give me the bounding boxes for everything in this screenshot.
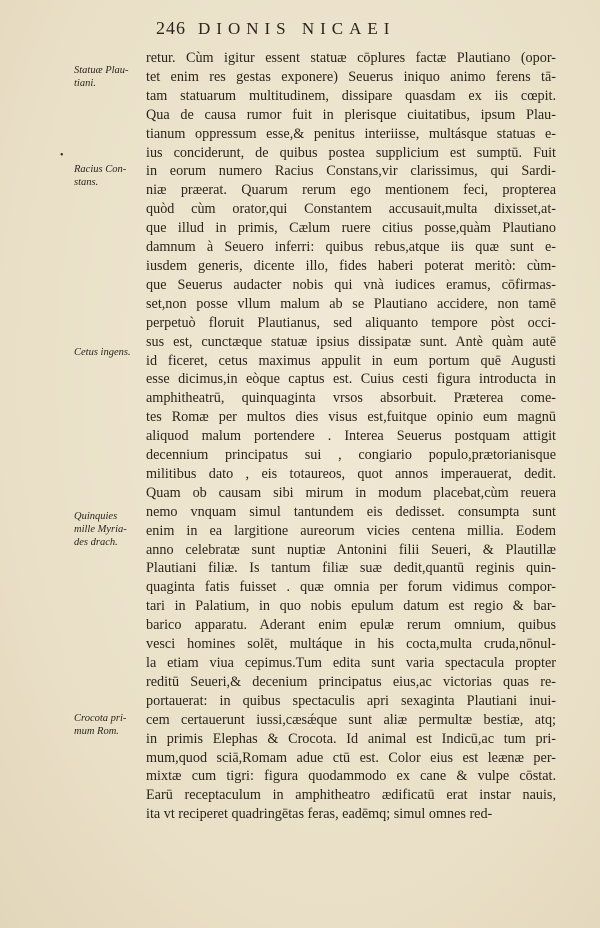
text-line: la etiam viua cepimus.Tum edita sunt varia spectacula propter bbox=[146, 655, 556, 671]
text-line: damnum à Seuero inferri: quibus rebus,atque iis quæ sunt e- bbox=[146, 239, 556, 256]
text-line: cem certauerunt iussi,cæsǽque sunt aliæ permultæ bestiæ, atq; bbox=[146, 711, 556, 728]
printer-mark-icon: • bbox=[60, 150, 64, 161]
text-line: tes Romæ per multos dies visus est,fuitque opinio eum magnū bbox=[146, 409, 556, 426]
margin-note-line: Crocota pri- bbox=[74, 713, 127, 724]
page-number: 246 bbox=[156, 18, 186, 38]
text-line: quaginta fatis fuisset . quæ omnia per forum vidimus compor- bbox=[146, 579, 556, 596]
text-line: amphitheatrū, quinquaginta vrsos absorbuit. Præterea come- bbox=[146, 390, 556, 407]
margin-note bbox=[74, 510, 144, 549]
margin-note-line: mille Myria- bbox=[74, 524, 127, 535]
text-line: sus est, cunctæque statuæ ipsius dissipatæ sunt. Antè quàm autē bbox=[146, 333, 556, 350]
text-line: perpetuò floruit Plautianus, sed aliquanto tempore pòst occi- bbox=[146, 314, 556, 331]
margin-note bbox=[74, 712, 144, 738]
margin-note-line: stans. bbox=[74, 177, 99, 188]
text-line: niæ præerat. Quarum rerum ego mentionem feci, propterea bbox=[146, 182, 556, 199]
text-line: in primis Elephas & Crocota. Id animal est Indicū,ac tum pri- bbox=[146, 730, 556, 747]
text-line: esse dicimus,in eòque captus est. Cuius cesti figura introducta in bbox=[146, 371, 556, 388]
text-line: militibus dato , eis totaureos, quot annos imperauerat, dedit. bbox=[146, 465, 556, 482]
margin-note bbox=[74, 163, 144, 189]
margin-note bbox=[74, 346, 144, 359]
text-line: Plautiani filiæ. Is tantum filiæ suæ dedit,quantū reginis quin- bbox=[146, 560, 556, 577]
text-line: tianum oppressum esse,& penitus interiisse, multásque statuas e- bbox=[146, 125, 556, 142]
margin-note-line: tiani. bbox=[74, 78, 96, 89]
margin-note bbox=[74, 64, 144, 90]
main-text-block bbox=[146, 49, 556, 824]
running-head: DIONIS NICAEI bbox=[198, 19, 396, 38]
text-line: ius conciderunt, de quibus postea supplicium est sumptū. Fuit bbox=[146, 144, 556, 161]
text-line: set,non posse vllum malum ab se Plautiano accidere, non tamē bbox=[146, 295, 556, 312]
text-line: tet enim res gestas exponere) Seuerus iniquo animo ferens tā- bbox=[146, 68, 556, 85]
margin-note-line: des drach. bbox=[74, 537, 118, 548]
text-line: Quam ob causam sibi mirum in modum placebat,cùm reuera bbox=[146, 484, 556, 501]
text-line: ita vt reciperet quadringētas feras, eadēmq; simul omnes red- bbox=[146, 806, 493, 823]
text-line: vesci homines solēt, multáque in his cocta,multa cruda,nōnul- bbox=[146, 636, 556, 653]
text-line: portauerat: in quibus spectaculis apri sexaginta Plautiani inui- bbox=[146, 692, 556, 709]
text-line: in eorum numero Racius Constans,vir clarissimus, qui Sardi- bbox=[146, 163, 556, 180]
text-line: decennium principatus sui , congiario populo,prætorianisque bbox=[146, 447, 556, 464]
text-line: anno celebratæ sunt nuptiæ Antonini filii Seueri, & Plautillæ bbox=[146, 541, 556, 558]
text-line: tam statuarum multitudinem, dissipare quasdam ex iis cœpit. bbox=[146, 87, 556, 104]
text-line: Qua de causa rumor fuit in plerisque ciuitatibus, ipsum Plau- bbox=[146, 106, 556, 123]
text-line: que illud in primis, Cælum ruere citius posse,quàm Plautiano bbox=[146, 220, 556, 237]
margin-note-line: Racius Con- bbox=[74, 164, 127, 175]
text-line: quòd cùm orator,qui Constantem accusauit,multa dixisset,at- bbox=[146, 201, 556, 218]
text-line: mixtæ cum tigri: figura quodammodo ex cane & vulpe cōstat. bbox=[146, 768, 556, 785]
text-line: mum,quod sciā,Romam adue ctū est. Color eius est leænæ per- bbox=[146, 749, 556, 766]
margin-note-line: Statuæ Plau- bbox=[74, 65, 129, 76]
text-line: que Seuerus audacter nobis qui vnà iudices eramus, cōfirmas- bbox=[146, 276, 556, 293]
margin-notes bbox=[0, 0, 140, 928]
text-line: id ficeret, cetus maximus appulit in eum portum quē Augusti bbox=[146, 352, 556, 369]
text-line: tari in Palatium, in quo nobis epulum datum est regio & bar- bbox=[146, 598, 556, 615]
margin-note-line: Quinquies bbox=[74, 511, 118, 522]
text-line: barico apparatu. Aderant enim epulæ rerum omnium, quibus bbox=[146, 617, 556, 634]
margin-note-line: Cetus ingens. bbox=[74, 347, 131, 358]
text-line: Earū receptaculum in amphitheatro ædificatū erat instar nauis, bbox=[146, 787, 556, 804]
text-line: aliquod malum portendere . Interea Seuerus postquam attigit bbox=[146, 428, 556, 445]
margin-note-line: mum Rom. bbox=[74, 726, 119, 737]
text-line: retur. Cùm igitur essent statuæ cōplures factæ Plautiano (opor- bbox=[146, 50, 556, 66]
text-line: reditū Seueri,& decenium principatus eius,ac victorias quas re- bbox=[146, 673, 556, 690]
text-line: enim in ea largitione aureorum vicies centena millia. Eodem bbox=[146, 522, 556, 539]
text-line: nemo vnquam simul tantundem eis dedisset. consumpta sunt bbox=[146, 503, 556, 520]
text-line: iusdem generis, dicente illo, fides haberi poterat meritò: cùm- bbox=[146, 257, 556, 274]
